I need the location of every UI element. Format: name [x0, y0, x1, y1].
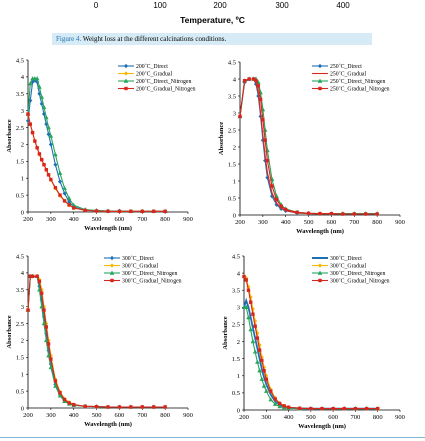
x-tick-label: 500: [91, 216, 102, 223]
data-point: [265, 378, 268, 381]
x-tick-label: 300: [261, 414, 272, 421]
data-point: [261, 118, 264, 121]
data-point: [238, 115, 241, 118]
y-tick-label: 0.5: [231, 390, 240, 398]
data-point: [152, 210, 155, 213]
data-point: [26, 112, 29, 115]
series-4: [242, 275, 379, 410]
top-axis-fragment: [0, 0, 425, 28]
y-tick-label: 1: [20, 175, 24, 183]
legend-swatch-marker: [318, 87, 321, 90]
figure-caption-text: Weight loss at the different calcinations conditions.: [81, 35, 227, 43]
data-point: [40, 158, 43, 161]
data-point: [141, 210, 144, 213]
data-point: [29, 122, 32, 125]
y-tick-label: 1.5: [15, 354, 24, 362]
x-tick-label: 700: [349, 219, 360, 226]
data-point: [242, 275, 245, 278]
data-point: [287, 406, 290, 409]
data-point: [95, 209, 98, 212]
legend-label: 200˚C_Direct_Nitrogen: [136, 79, 192, 86]
legend-label: 300˚C_Direct: [122, 256, 154, 263]
x-tick-label: 500: [91, 412, 102, 419]
data-point: [129, 405, 132, 408]
legend-label: 250˚C_Direct: [330, 64, 362, 71]
data-point: [67, 401, 70, 404]
data-point: [33, 139, 36, 142]
y-axis-title: Absorbance: [222, 316, 229, 350]
legend-label: 300˚C_Gradual: [122, 263, 159, 270]
y-tick-label: 1.5: [15, 158, 24, 166]
data-point: [38, 280, 41, 283]
data-point: [282, 404, 285, 407]
series-1: [26, 78, 167, 213]
legend-entry: [118, 78, 191, 85]
legend-swatch-marker: [110, 279, 113, 282]
x-tick-label: 800: [160, 412, 171, 419]
data-point: [47, 342, 50, 345]
y-tick-label: 2.5: [15, 320, 24, 328]
data-point: [42, 163, 45, 166]
data-point: [275, 198, 278, 201]
x-tick-label: 200: [23, 412, 33, 419]
chart-panel-250c: [212, 52, 425, 240]
data-point: [58, 171, 63, 175]
data-point: [270, 184, 273, 187]
series-line: [244, 307, 378, 408]
x-tick-label: 900: [395, 219, 405, 226]
legend-label: 300˚C_Gradual: [330, 263, 367, 270]
y-tick-label: 4.5: [15, 57, 24, 65]
data-point: [279, 204, 282, 207]
x-tick-label: 800: [372, 219, 383, 226]
data-point: [262, 369, 265, 372]
x-axis-title: Wavelength (nm): [84, 225, 132, 232]
data-point: [274, 397, 277, 400]
data-point: [47, 173, 50, 176]
y-tick-label: 3: [20, 107, 24, 115]
legend-swatch-marker: [318, 263, 322, 267]
data-point: [141, 405, 144, 408]
data-point: [35, 146, 38, 149]
x-axis-title: Wavelength (nm): [84, 421, 132, 428]
data-point: [253, 324, 256, 327]
x-axis-title: Wavelength (nm): [298, 423, 346, 430]
data-point: [38, 152, 41, 155]
data-point: [249, 301, 252, 304]
data-point: [58, 180, 62, 184]
legend-entry: [312, 263, 366, 270]
y-tick-label: 0: [20, 405, 24, 413]
y-tick-label: 2: [20, 141, 24, 149]
data-point: [320, 407, 323, 410]
legend-entry: [104, 278, 182, 285]
data-point: [163, 405, 166, 408]
figure-caption-label: Figure 4.: [56, 35, 82, 43]
series-line: [244, 277, 378, 409]
y-tick-label: 4.5: [15, 253, 24, 261]
y-tick-label: 3: [232, 110, 236, 118]
x-tick-label: 600: [326, 219, 337, 226]
data-point: [330, 212, 333, 215]
legend-label: 300˚C_Direct_Nitrogen: [122, 271, 178, 278]
series-line: [28, 276, 165, 407]
y-axis-title: Absorbance: [6, 119, 13, 153]
data-point: [58, 193, 61, 196]
legend-swatch-marker: [124, 87, 127, 90]
data-point: [318, 212, 321, 215]
data-point: [243, 79, 246, 82]
y-tick-label: 3.5: [227, 93, 236, 101]
data-point: [67, 203, 70, 206]
data-point: [259, 98, 262, 101]
series-2: [242, 274, 380, 410]
x-tick-label: 300: [45, 216, 56, 223]
legend-entry: [312, 278, 390, 285]
y-tick-label: 1.5: [231, 355, 240, 363]
y-tick-label: 0: [232, 212, 236, 220]
series-3: [26, 274, 168, 409]
y-tick-label: 2: [232, 144, 236, 152]
x-axis-title: Wavelength (nm): [296, 228, 344, 235]
series-3: [26, 76, 168, 213]
data-point: [341, 212, 344, 215]
y-tick-label: 2.5: [231, 321, 240, 329]
data-point: [152, 405, 155, 408]
data-point: [45, 325, 48, 328]
data-point: [42, 308, 45, 311]
data-point: [263, 139, 266, 142]
legend-label: 200˚C_Gradual_Nitrogen: [136, 86, 196, 93]
legend-entry: [104, 263, 158, 270]
y-tick-label: 3.5: [231, 287, 240, 295]
legend-entry: [312, 71, 366, 78]
y-tick-label: 3.5: [15, 91, 24, 99]
data-point: [256, 336, 259, 339]
legend-label: 200˚C_Gradual: [136, 71, 173, 78]
data-point: [309, 407, 312, 410]
y-tick-label: 0.5: [227, 195, 236, 203]
data-point: [26, 308, 29, 311]
y-axis-title: Absorbance: [218, 121, 225, 156]
y-tick-label: 0.5: [15, 192, 24, 200]
data-point: [95, 405, 98, 408]
data-point: [253, 349, 258, 353]
series-line: [28, 79, 165, 212]
y-tick-label: 3: [236, 304, 240, 312]
data-point: [247, 77, 250, 80]
y-tick-label: 1: [20, 371, 24, 379]
data-point: [72, 206, 75, 209]
legend-label: 300˚C_Gradual_Nitrogen: [330, 278, 390, 285]
legend-entry: [312, 86, 390, 93]
legend-entry: [118, 86, 196, 93]
data-point: [106, 210, 109, 213]
data-point: [251, 312, 254, 315]
legend-swatch-marker: [110, 256, 114, 260]
data-point: [83, 405, 86, 408]
top-axis-title: Temperature, ºC: [180, 15, 245, 25]
y-tick-label: 4: [236, 270, 240, 278]
series-1: [244, 301, 378, 409]
y-tick-label: 1: [236, 373, 240, 381]
y-tick-label: 0: [20, 209, 24, 217]
bottom-rule: [0, 437, 425, 438]
data-point: [31, 131, 34, 134]
x-tick-label: 600: [114, 216, 125, 223]
x-tick-label: 800: [372, 414, 383, 421]
data-point: [118, 210, 121, 213]
series-line: [28, 80, 165, 211]
y-tick-label: 1.5: [227, 161, 236, 169]
legend-label: 300˚C_Gradual_Nitrogen: [122, 278, 182, 285]
y-tick-label: 2.5: [227, 127, 236, 135]
legend-label: 200˚C_Direct: [136, 64, 168, 71]
legend-label: 300˚C_Direct: [330, 256, 362, 263]
legend-swatch-marker: [318, 64, 322, 68]
x-tick-label: 700: [137, 216, 148, 223]
data-point: [247, 289, 250, 292]
y-tick-label: 4.5: [231, 253, 240, 261]
data-point: [254, 79, 257, 82]
x-tick-label: 900: [395, 414, 405, 421]
legend-label: 300˚C_Direct_Nitrogen: [330, 271, 386, 278]
data-point: [54, 186, 57, 189]
data-point: [343, 407, 346, 410]
data-point: [163, 210, 166, 213]
y-tick-label: 3.5: [15, 287, 24, 295]
data-point: [266, 159, 269, 162]
data-point: [260, 359, 263, 362]
x-tick-label: 900: [183, 216, 193, 223]
data-point: [118, 405, 121, 408]
data-point: [269, 389, 272, 392]
x-tick-label: 300: [257, 219, 268, 226]
data-point: [245, 278, 248, 281]
data-point: [54, 379, 57, 382]
data-point: [376, 407, 379, 410]
x-tick-label: 400: [280, 219, 291, 226]
top-axis-tick: 400: [336, 1, 350, 10]
data-point: [353, 212, 356, 215]
y-tick-label: 2.5: [15, 124, 24, 132]
data-point: [63, 398, 66, 401]
data-point: [375, 212, 378, 215]
legend-label: 250˚C_Gradual: [330, 71, 367, 78]
data-point: [53, 163, 57, 167]
chart-panel-200c: [0, 52, 215, 240]
x-tick-label: 400: [68, 412, 79, 419]
data-point: [354, 407, 357, 410]
y-tick-label: 4.5: [227, 59, 236, 67]
data-point: [278, 402, 281, 405]
data-point: [295, 211, 298, 214]
data-point: [251, 339, 256, 343]
data-point: [45, 168, 48, 171]
x-tick-label: 400: [68, 216, 79, 223]
x-tick-label: 200: [235, 219, 245, 226]
data-point: [72, 403, 75, 406]
legend-swatch-marker: [124, 64, 128, 68]
x-tick-label: 600: [328, 414, 339, 421]
data-point: [49, 357, 52, 360]
y-tick-label: 0.5: [15, 388, 24, 396]
data-point: [307, 212, 310, 215]
y-tick-label: 4: [20, 74, 24, 82]
x-tick-label: 800: [160, 216, 171, 223]
legend-entry: [312, 78, 385, 85]
data-point: [40, 291, 43, 294]
data-point: [257, 84, 260, 87]
data-point: [364, 212, 367, 215]
data-point: [83, 209, 86, 212]
legend-entry: [104, 255, 154, 262]
y-tick-label: 2: [236, 338, 240, 346]
y-tick-label: 1: [232, 178, 236, 186]
x-tick-label: 200: [23, 216, 33, 223]
data-point: [106, 405, 109, 408]
top-axis-tick: 200: [213, 1, 227, 10]
x-tick-label: 700: [350, 414, 361, 421]
legend-swatch-marker: [124, 71, 128, 75]
data-point: [129, 210, 132, 213]
y-tick-label: 0: [236, 407, 240, 415]
x-tick-label: 200: [239, 414, 249, 421]
data-point: [63, 199, 66, 202]
figure-caption: [52, 33, 372, 45]
data-point: [365, 407, 368, 410]
legend-label: 250˚C_Direct_Nitrogen: [330, 79, 386, 86]
top-axis-tick: 300: [275, 1, 289, 10]
series-4: [238, 77, 379, 215]
legend-entry: [118, 63, 168, 70]
y-tick-label: 2: [20, 337, 24, 345]
x-tick-label: 500: [305, 414, 316, 421]
data-point: [58, 391, 61, 394]
data-point: [53, 152, 58, 156]
x-tick-label: 400: [283, 414, 294, 421]
data-point: [258, 348, 261, 351]
series-line: [244, 277, 378, 409]
y-tick-label: 4: [20, 270, 24, 278]
legend-entry: [118, 71, 172, 78]
data-point: [331, 407, 334, 410]
legend-entry: [312, 255, 362, 262]
series-line: [244, 301, 378, 409]
data-point: [298, 407, 301, 410]
data-point: [31, 275, 34, 278]
y-tick-label: 4: [232, 76, 236, 84]
legend-entry: [312, 63, 362, 70]
data-point: [255, 360, 260, 364]
legend-entry: [104, 270, 177, 277]
data-point: [284, 208, 287, 211]
data-point: [49, 178, 52, 181]
data-point: [35, 275, 38, 278]
legend-swatch-marker: [318, 279, 321, 282]
chart-panel-300c-a: [0, 248, 215, 436]
top-axis-tick: 0: [93, 1, 99, 10]
x-tick-label: 500: [303, 219, 314, 226]
top-axis-tick: 100: [153, 1, 167, 10]
x-tick-label: 300: [45, 412, 56, 419]
x-tick-label: 600: [114, 412, 125, 419]
y-tick-label: 3: [20, 303, 24, 311]
chart-panel-300c-b: [212, 248, 425, 436]
legend-entry: [312, 270, 385, 277]
y-axis-title: Absorbance: [6, 315, 13, 349]
x-tick-label: 700: [137, 412, 148, 419]
x-tick-label: 900: [183, 412, 193, 419]
legend-swatch-marker: [110, 263, 114, 267]
legend-label: 250˚C_Gradual_Nitrogen: [330, 86, 390, 93]
